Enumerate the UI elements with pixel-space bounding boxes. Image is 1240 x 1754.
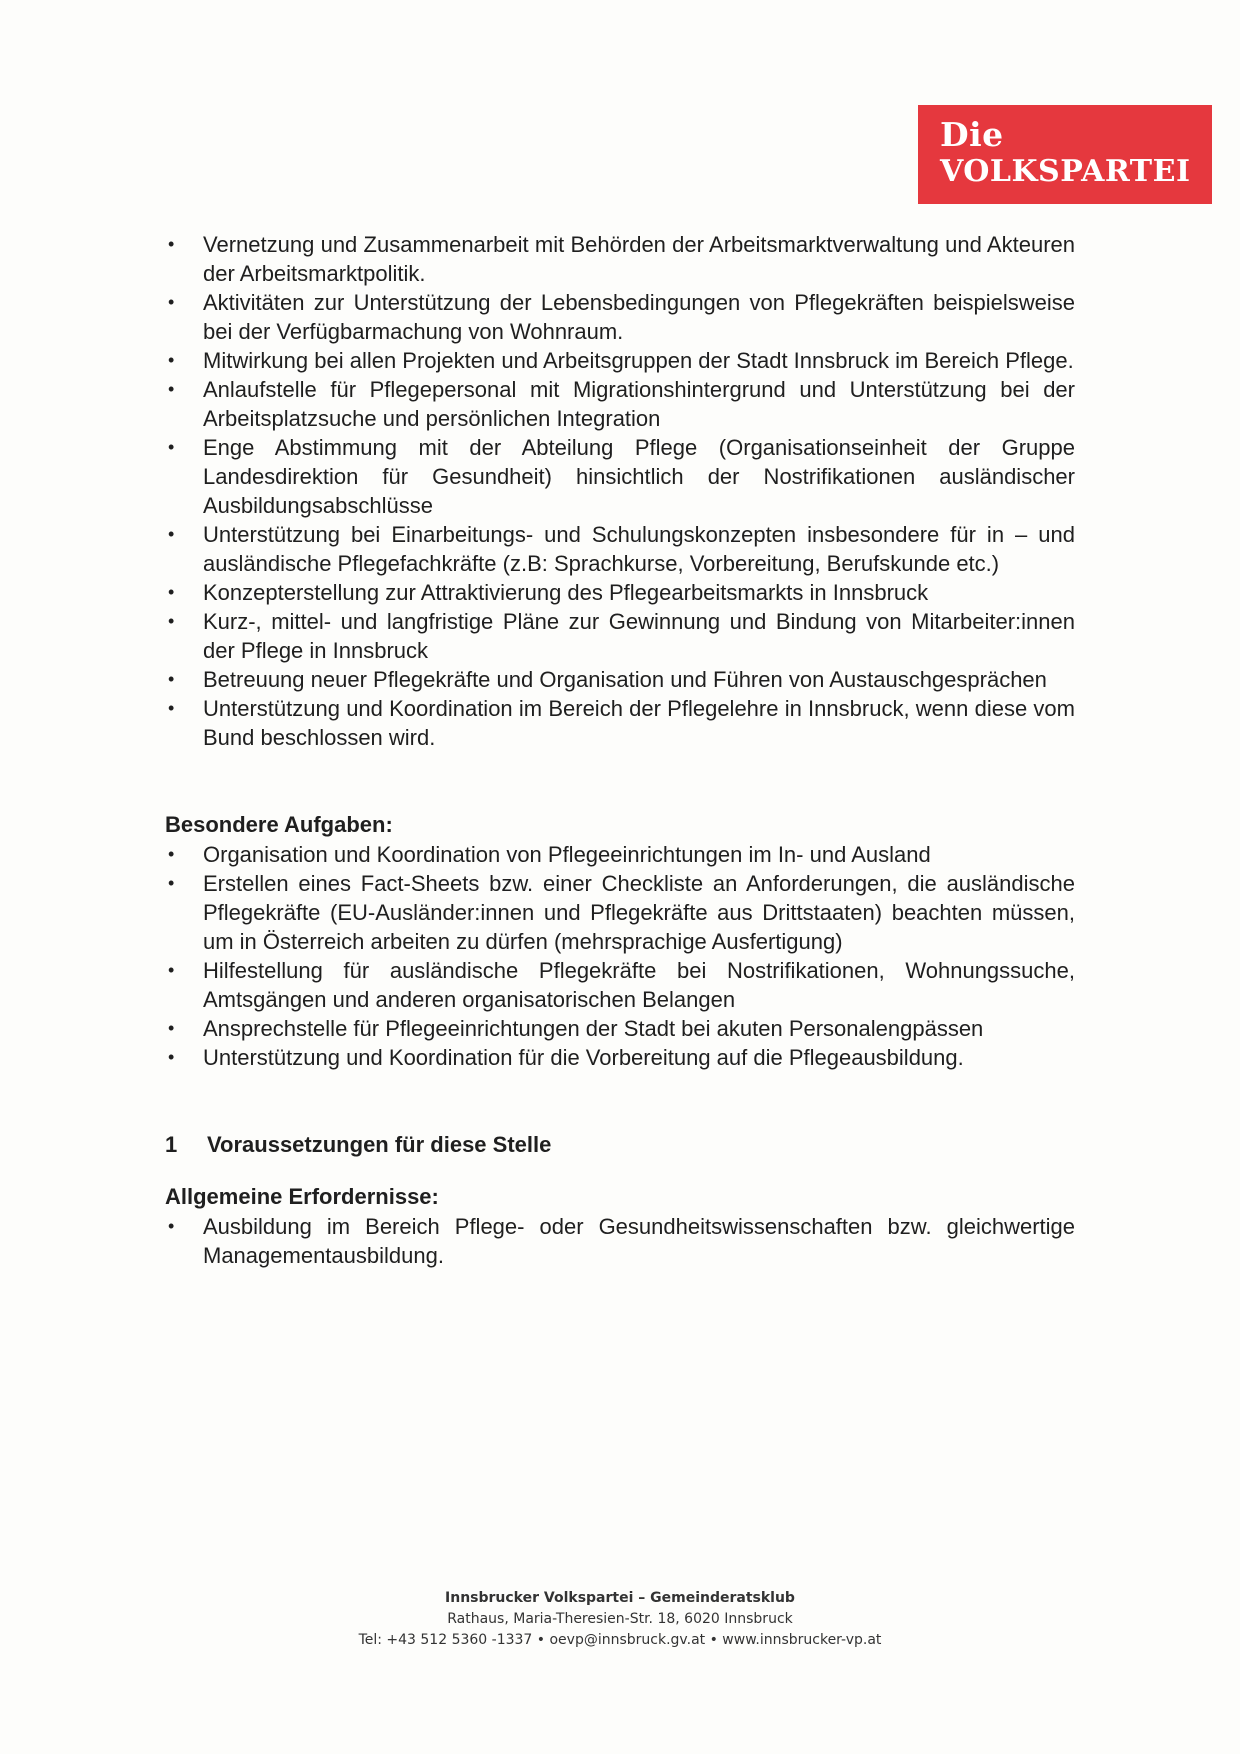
special-tasks-list — [165, 840, 1075, 1072]
special-tasks-heading: Besondere Aufgaben: — [165, 812, 393, 837]
list-item — [165, 433, 1075, 520]
tasks-list — [165, 230, 1075, 752]
list-item — [165, 665, 1075, 694]
bullet-icon: • — [168, 524, 175, 544]
list-item — [165, 956, 1075, 1014]
general-requirements-heading: Allgemeine Erfordernisse: — [165, 1184, 439, 1209]
list-item-text: Hilfestellung für ausländische Pflegekräfte bei Nostrifikationen, Wohnungssuche, Amtsgängen und anderen organisatorischen Belangen — [203, 958, 1075, 1012]
list-item — [165, 288, 1075, 346]
list-item-text: Kurz-, mittel- und langfristige Pläne zur Gewinnung und Bindung von Mitarbeiter:innen der Pflege in Innsbruck — [203, 609, 1075, 663]
volkspartei-logo — [918, 105, 1212, 204]
list-item-text: Anlaufstelle für Pflegepersonal mit Migrationshintergrund und Unterstützung bei der Arbeitsplatzsuche und persönlichen Integration — [203, 377, 1075, 431]
bullet-icon: • — [168, 234, 175, 254]
bullet-icon: • — [168, 437, 175, 457]
list-item — [165, 1043, 1075, 1072]
footer-contact: Tel: +43 512 5360 -1337 • oevp@innsbruck.gv.at • www.innsbrucker-vp.at — [358, 1632, 882, 1648]
bullet-icon: • — [168, 1047, 175, 1067]
list-item-text: Ausbildung im Bereich Pflege- oder Gesundheitswissenschaften bzw. gleichwertige Managementausbildung. — [203, 1214, 1075, 1268]
bullet-icon: • — [168, 960, 175, 980]
list-item — [165, 346, 1075, 375]
section-title: Voraussetzungen für diese Stelle — [207, 1132, 552, 1157]
requirements-list — [165, 1212, 1075, 1270]
list-item — [165, 840, 1075, 869]
logo-line-volkspartei: VOLKSPARTEI — [940, 154, 1191, 189]
list-item — [165, 578, 1075, 607]
list-item — [165, 1212, 1075, 1270]
list-item — [165, 607, 1075, 665]
list-item-text: Erstellen eines Fact-Sheets bzw. einer Checkliste an Anforderungen, die ausländische Pflegekräfte (EU-Ausländer:innen und Pflegekräfte aus Drittstaaten) beachten müssen, um in Österreich arbeiten zu dürfen (mehrsprachige Ausfertigung) — [203, 871, 1075, 954]
list-item-text: Aktivitäten zur Unterstützung der Lebensbedingungen von Pflegekräften beispielsweise bei der Verfügbarmachung von Wohnraum. — [203, 290, 1075, 344]
list-item-text: Ansprechstelle für Pflegeeinrichtungen der Stadt bei akuten Personalengpässen — [203, 1016, 984, 1041]
bullet-icon: • — [168, 698, 175, 718]
list-item — [165, 694, 1075, 752]
bullet-icon: • — [168, 873, 175, 893]
list-item-text: Vernetzung und Zusammenarbeit mit Behörden der Arbeitsmarktverwaltung und Akteuren der Arbeitsmarktpolitik. — [203, 232, 1075, 286]
list-item — [165, 230, 1075, 288]
footer-address: Rathaus, Maria-Theresien-Str. 18, 6020 Innsbruck — [447, 1611, 793, 1627]
document-body — [165, 230, 1075, 1270]
list-item-text: Konzepterstellung zur Attraktivierung des Pflegearbeitsmarkts in Innsbruck — [203, 580, 929, 605]
bullet-icon: • — [168, 1216, 175, 1236]
bullet-icon: • — [168, 844, 175, 864]
list-item — [165, 375, 1075, 433]
list-item-text: Organisation und Koordination von Pflegeeinrichtungen im In- und Ausland — [203, 842, 931, 867]
bullet-icon: • — [168, 611, 175, 631]
bullet-icon: • — [168, 292, 175, 312]
requirements-section-heading — [165, 1130, 1075, 1160]
bullet-icon: • — [168, 1018, 175, 1038]
list-item-text: Unterstützung und Koordination im Bereich der Pflegelehre in Innsbruck, wenn diese vom Bund beschlossen wird. — [203, 696, 1075, 750]
footer-org: Innsbrucker Volkspartei – Gemeinderatsklub — [445, 1590, 795, 1606]
list-item — [165, 1014, 1075, 1043]
list-item-text: Unterstützung bei Einarbeitungs- und Schulungskonzepten insbesondere für in – und ausländische Pflegefachkräfte (z.B: Sprachkurse, Vorbereitung, Berufskunde etc.) — [203, 522, 1075, 576]
list-item-text: Enge Abstimmung mit der Abteilung Pflege (Organisationseinheit der Gruppe Landesdirektion für Gesundheit) hinsichtlich der Nostrifikationen ausländischer Ausbildungsabschlüsse — [203, 435, 1075, 518]
bullet-icon: • — [168, 350, 175, 370]
list-item — [165, 869, 1075, 956]
list-item — [165, 520, 1075, 578]
section-number: 1 — [165, 1132, 178, 1157]
logo-line-die: Die — [940, 115, 1004, 154]
bullet-icon: • — [168, 379, 175, 399]
list-item-text: Unterstützung und Koordination für die Vorbereitung auf die Pflegeausbildung. — [203, 1045, 964, 1070]
list-item-text: Mitwirkung bei allen Projekten und Arbeitsgruppen der Stadt Innsbruck im Bereich Pflege. — [203, 348, 1074, 373]
bullet-icon: • — [168, 669, 175, 689]
page-footer — [0, 1588, 1240, 1651]
bullet-icon: • — [168, 582, 175, 602]
list-item-text: Betreuung neuer Pflegekräfte und Organisation und Führen von Austauschgesprächen — [203, 667, 1047, 692]
